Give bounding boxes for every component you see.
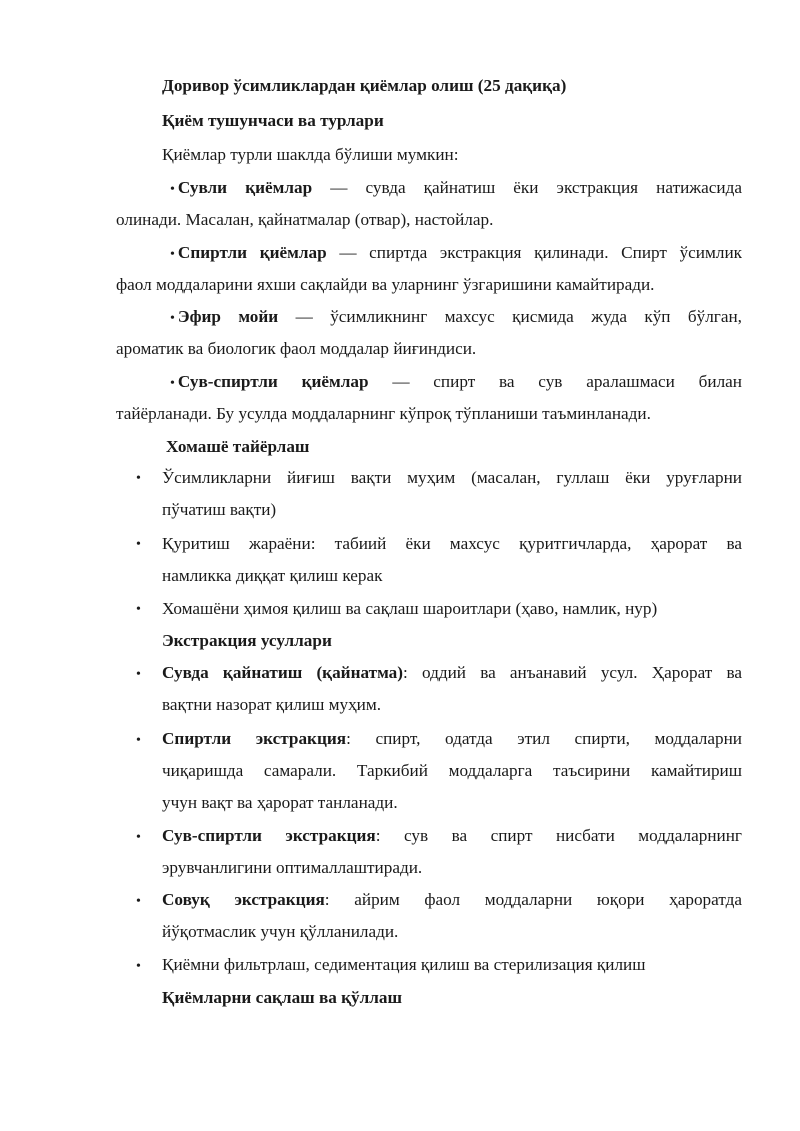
raw-item-drying: Қуритиш жараёни: табиий ёки махсус қуритгичларда, ҳарорат ва: [162, 534, 742, 553]
extraction-item-alcohol-cont: чиқаришда самарали. Таркибий моддаларга таъсирини камайтириш: [162, 761, 742, 780]
type-item-water-alcohol: • Сув-спиртли қиёмлар — спирт ва сув аралашмаси билан: [170, 372, 742, 391]
extraction-item-water-alcohol: Сув-спиртли экстракция: сув ва спирт нисбати моддаларнинг: [162, 826, 742, 845]
bullet-dot: •: [136, 667, 141, 682]
type-item-essential-oil-cont: ароматик ва биологик фаол моддалар йиғиндиси.: [116, 339, 477, 358]
section-heading-extraction: Экстракция усуллари: [162, 631, 332, 650]
bullet-dot: •: [170, 182, 175, 197]
extraction-item-alcohol-cont2: учун вақт ва ҳарорат танланади.: [162, 793, 398, 812]
type-item-water-alcohol-cont: тайёрланади. Бу усулда моддаларнинг кўпроқ тўпланиши таъминланади.: [116, 404, 651, 423]
bullet-dot: •: [170, 311, 175, 326]
bullet-dot: •: [136, 894, 141, 909]
section-heading-types: Қиём тушунчаси ва турлари: [162, 111, 384, 130]
bullet-dot: •: [170, 247, 175, 262]
bullet-dot: •: [136, 733, 141, 748]
extraction-item-boiling-cont: вақтни назорат қилиш муҳим.: [162, 695, 382, 714]
extraction-item-boiling: Сувда қайнатиш (қайнатма): оддий ва анъанавий усул. Ҳарорат ва: [162, 663, 742, 682]
extraction-item-cold-cont: йўқотмаслик учун қўлланилади.: [162, 922, 399, 941]
document-title: Доривор ўсимликлардан қиёмлар олиш (25 дақиқа): [162, 76, 567, 95]
extraction-item-water-alcohol-cont: эрувчанлигини оптималлаштиради.: [162, 858, 423, 877]
type-item-alcohol-cont: фаол моддаларини яхши сақлайди ва уларнинг ўзгаришини камайтиради.: [116, 275, 655, 294]
section-heading-raw-material: Хомашё тайёрлаш: [166, 437, 310, 456]
type-item-alcohol: • Спиртли қиёмлар — спиртда экстракция қилинади. Спирт ўсимлик: [170, 243, 742, 262]
bullet-dot: •: [170, 376, 175, 391]
type-item-water-cont: олинади. Масалан, қайнатмалар (отвар), настойлар.: [116, 210, 494, 229]
raw-item-drying-cont: намликка диққат қилиш керак: [162, 566, 383, 585]
bullet-dot: •: [136, 602, 141, 617]
raw-item-harvest: Ўсимликларни йиғиш вақти муҳим (масалан, гуллаш ёки уруғларни: [162, 468, 742, 487]
type-item-water: • Сувли қиёмлар — сувда қайнатиш ёки экстракция натижасида: [170, 178, 742, 197]
extraction-item-cold: Совуқ экстракция: айрим фаол моддаларни юқори ҳароратда: [162, 890, 742, 909]
bullet-dot: •: [136, 471, 141, 486]
bullet-dot: •: [136, 537, 141, 552]
raw-item-storage: Хомашёни ҳимоя қилиш ва сақлаш шароитлари (ҳаво, намлик, нур): [162, 599, 658, 618]
type-item-essential-oil: • Эфир мойи — ўсимликнинг махсус қисмида жуда кўп бўлган,: [170, 307, 742, 326]
extraction-item-alcohol: Спиртли экстракция: спирт, одатда этил спирти, моддаларни: [162, 729, 742, 748]
bullet-dot: •: [136, 959, 141, 974]
extraction-item-filtering: Қиёмни фильтрлаш, седиментация қилиш ва стерилизация қилиш: [162, 955, 646, 974]
raw-item-harvest-cont: пўчатиш вақти): [162, 500, 277, 519]
bullet-dot: •: [136, 830, 141, 845]
section-heading-storage-use: Қиёмларни сақлаш ва қўллаш: [162, 988, 403, 1007]
section-intro: Қиёмлар турли шаклда бўлиши мумкин:: [162, 145, 459, 164]
